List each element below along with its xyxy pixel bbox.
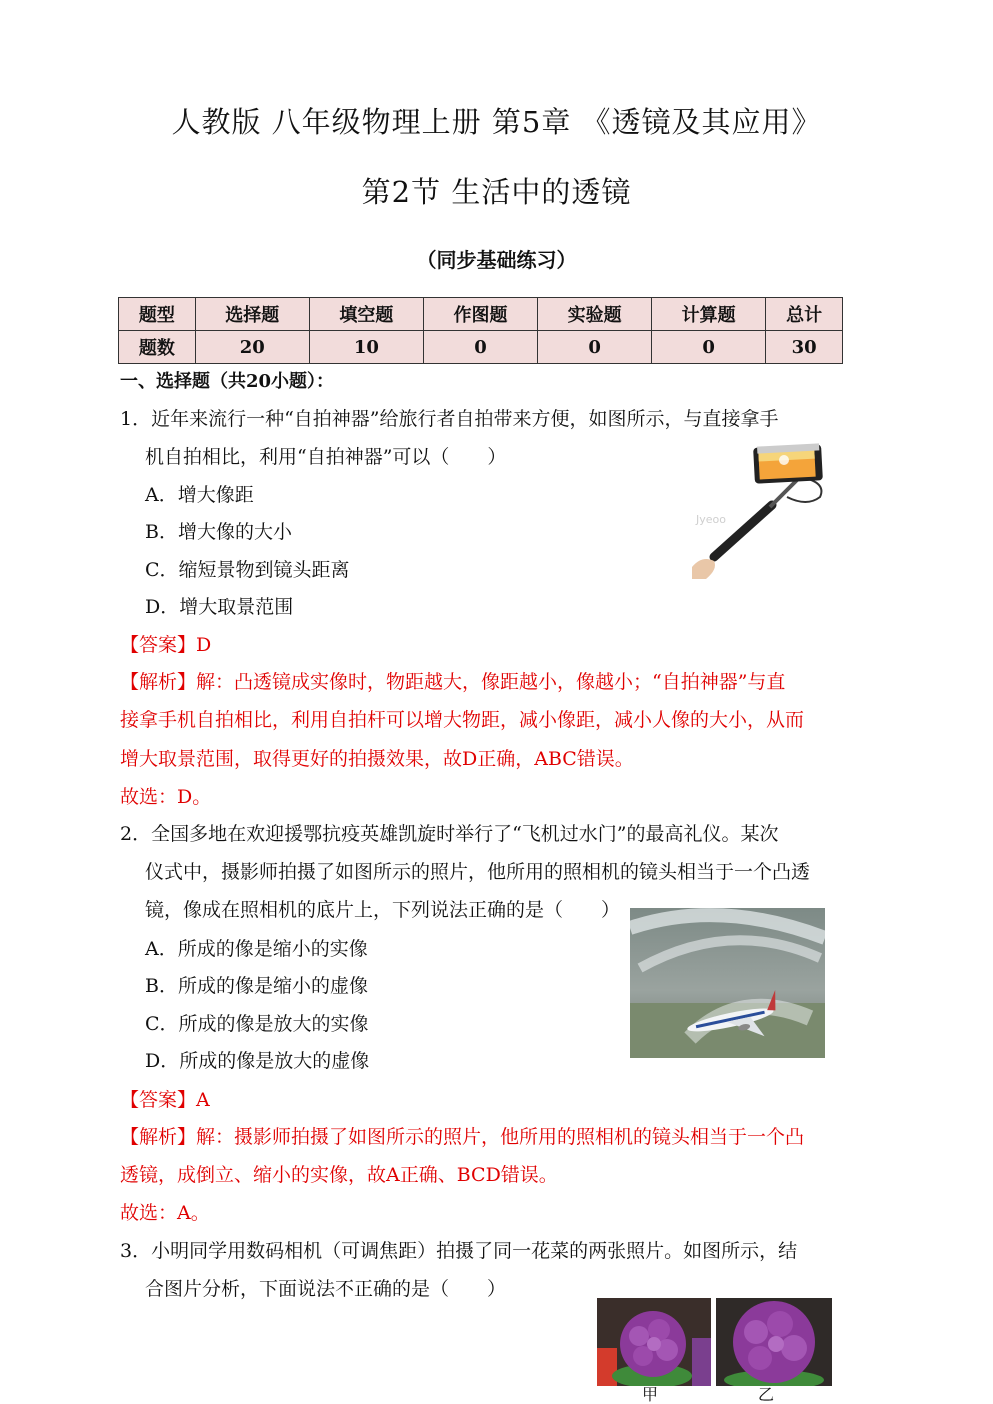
table-cell: 计算题 bbox=[652, 298, 766, 331]
airplane-water-salute-image bbox=[630, 908, 825, 1058]
q1-stem-line1: 1．近年来流行一种“自拍神器”给旅行者自拍带来方便，如图所示，与直接拿手 bbox=[120, 408, 779, 430]
q1-analysis-line3: 增大取景范围，取得更好的拍摄效果，故D正确，ABC错误。 bbox=[120, 748, 634, 770]
section-heading: 一、选择题（共20小题）： bbox=[120, 371, 335, 392]
q2-analysis-line1: 【解析】解：摄影师拍摄了如图所示的照片，他所用的照相机的镜头相当于一个凸 bbox=[120, 1126, 805, 1148]
q2-option-d: D．所成的像是放大的虚像 bbox=[145, 1050, 370, 1072]
table-cell: 总计 bbox=[766, 298, 843, 331]
svg-text:Jyeoo: Jyeoo bbox=[696, 513, 726, 526]
table-cell: 选择题 bbox=[195, 298, 309, 331]
image-label-yi: 乙 bbox=[758, 1385, 775, 1404]
q1-choice: 故选：D。 bbox=[120, 786, 212, 808]
selfie-stick-image bbox=[692, 437, 832, 579]
table-cell: 30 bbox=[766, 331, 843, 364]
table-cell: 10 bbox=[309, 331, 423, 364]
q2-option-b: B．所成的像是缩小的虚像 bbox=[145, 975, 368, 997]
table-cell: 填空题 bbox=[309, 298, 423, 331]
q2-option-c: C．所成的像是放大的实像 bbox=[145, 1013, 369, 1035]
q2-analysis-line2: 透镜，成倒立、缩小的实像，故A正确、BCD错误。 bbox=[120, 1164, 558, 1186]
q1-answer: 【答案】D bbox=[120, 634, 212, 656]
q2-choice: 故选：A。 bbox=[120, 1202, 210, 1224]
table-cell: 20 bbox=[195, 331, 309, 364]
image-label-jia: 甲 bbox=[642, 1385, 659, 1404]
table-cell: 题型 bbox=[119, 298, 196, 331]
table-cell: 实验题 bbox=[538, 298, 652, 331]
section-title: 第2节 生活中的透镜 bbox=[361, 175, 632, 209]
table-cell: 0 bbox=[652, 331, 766, 364]
q1-stem-line2: 机自拍相比，利用“自拍神器”可以（ ） bbox=[145, 446, 507, 468]
q2-stem-line2: 仪式中，摄影师拍摄了如图所示的照片，他所用的照相机的镜头相当于一个凸透 bbox=[145, 861, 811, 883]
table-cell: 题数 bbox=[119, 331, 196, 364]
q3-stem-line1: 3．小明同学用数码相机（可调焦距）拍摄了同一花菜的两张照片。如图所示，结 bbox=[120, 1240, 798, 1262]
q1-option-c: C．缩短景物到镜头距离 bbox=[145, 559, 350, 581]
table-cell: 作图题 bbox=[423, 298, 537, 331]
question-count-table bbox=[118, 297, 843, 364]
subtitle: （同步基础练习） bbox=[416, 248, 577, 272]
q2-option-a: A．所成的像是缩小的实像 bbox=[145, 938, 368, 960]
table-cell: 0 bbox=[423, 331, 537, 364]
q1-analysis-line1: 【解析】解：凸透镜成实像时，物距越大，像距越小，像越小；“自拍神器”与直 bbox=[120, 671, 786, 693]
cauliflower-photo-yi bbox=[716, 1298, 832, 1386]
table-row bbox=[119, 331, 843, 364]
q1-analysis-line2: 接拿手机自拍相比，利用自拍杆可以增大物距，减小像距，减小人像的大小，从而 bbox=[120, 709, 805, 731]
q3-stem-line2: 合图片分析，下面说法不正确的是（ ） bbox=[145, 1278, 507, 1300]
cauliflower-photo-jia bbox=[597, 1298, 711, 1386]
q1-option-b: B．增大像的大小 bbox=[145, 521, 292, 543]
q2-answer: 【答案】A bbox=[120, 1089, 210, 1111]
q1-option-a: A．增大像距 bbox=[145, 484, 254, 506]
doc-title: 人教版 八年级物理上册 第5章 《透镜及其应用》 bbox=[171, 105, 822, 139]
table-header-row bbox=[119, 298, 843, 331]
q1-option-d: D．增大取景范围 bbox=[145, 596, 294, 618]
table-cell: 0 bbox=[538, 331, 652, 364]
q2-stem-line1: 2．全国多地在欢迎援鄂抗疫英雄凯旋时举行了“飞机过水门”的最高礼仪。某次 bbox=[120, 823, 779, 845]
q2-stem-line3: 镜，像成在照相机的底片上，下列说法正确的是（ ） bbox=[145, 899, 621, 921]
